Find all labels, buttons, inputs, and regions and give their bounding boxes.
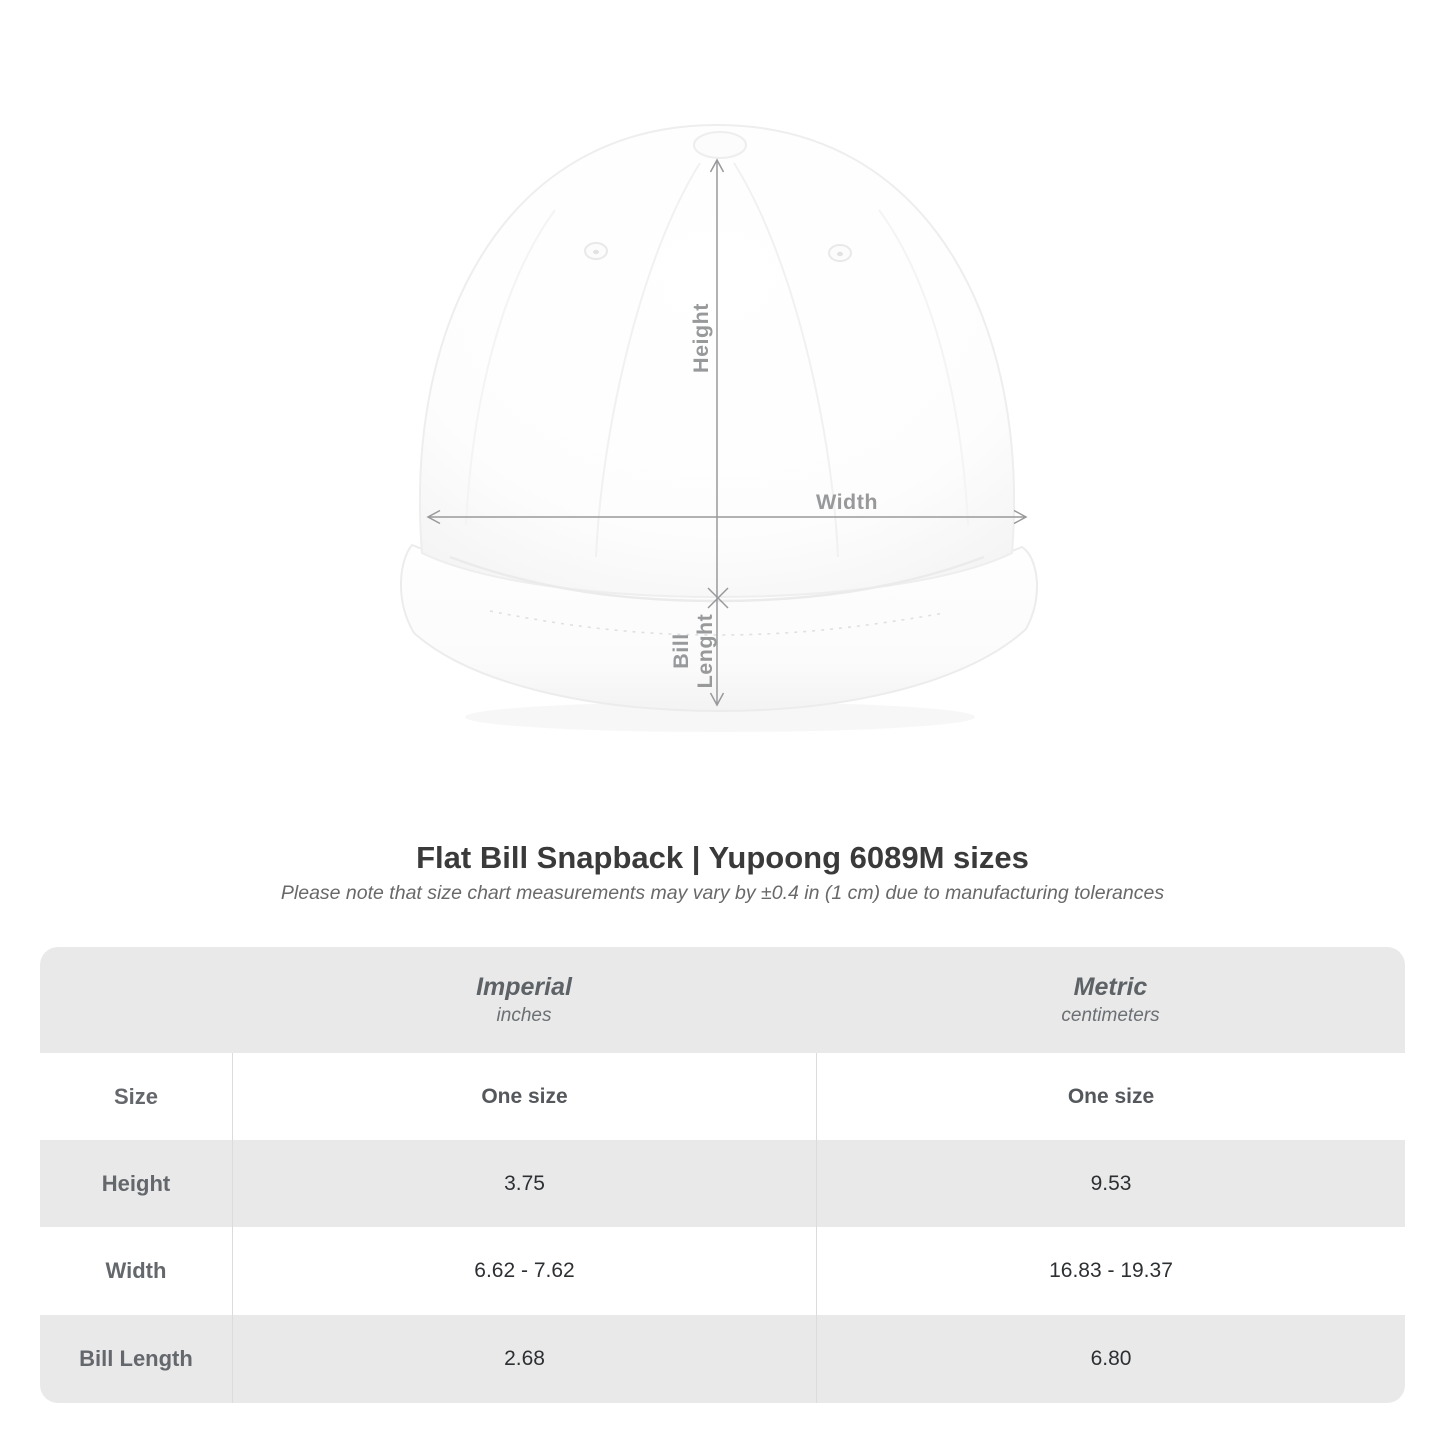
snapback-hat-illustration — [390, 105, 1050, 755]
header-metric — [816, 947, 1405, 1053]
size-imperial-value: One size — [232, 1053, 816, 1140]
bill-length-imperial-value: 2.68 — [232, 1315, 816, 1403]
eyelet-left — [585, 243, 607, 259]
height-dimension-label: Height — [689, 303, 713, 373]
width-metric-value: 16.83 - 19.37 — [816, 1227, 1405, 1315]
imperial-unit: inches — [496, 1004, 552, 1026]
size-chart-table — [40, 947, 1405, 1403]
table-header-row — [40, 947, 1405, 1053]
header-empty-cell — [40, 947, 232, 1053]
bill-length-metric-value: 6.80 — [816, 1315, 1405, 1403]
width-imperial-value: 6.62 - 7.62 — [232, 1227, 816, 1315]
width-dimension-label: Width — [815, 490, 879, 514]
height-metric-value: 9.53 — [816, 1140, 1405, 1227]
table-row — [40, 1227, 1405, 1315]
header-imperial — [232, 947, 816, 1053]
bill-length-label-line2: Lenght — [693, 613, 717, 689]
bill-length-label-line1: Bill — [669, 633, 693, 669]
row-label-bill-length: Bill Length — [79, 1346, 193, 1371]
table-row — [40, 1315, 1405, 1403]
tolerance-note: Please note that size chart measurements may vary by ±0.4 in (1 cm) due to manufacturing tolerances — [280, 882, 1165, 904]
row-label-width: Width — [105, 1258, 167, 1283]
imperial-label: Imperial — [476, 972, 572, 1001]
row-label-height: Height — [101, 1170, 171, 1196]
table-row — [40, 1140, 1405, 1227]
eyelet-right — [829, 245, 851, 261]
hat-top-button — [694, 132, 746, 158]
page-title: Flat Bill Snapback | Yupoong 6089M sizes — [416, 840, 1029, 875]
row-label-size: Size — [113, 1083, 159, 1109]
metric-label: Metric — [1073, 972, 1148, 1001]
table-row — [40, 1053, 1405, 1140]
size-metric-value: One size — [816, 1053, 1405, 1140]
metric-unit: centimeters — [1061, 1004, 1160, 1026]
height-imperial-value: 3.75 — [232, 1140, 816, 1227]
